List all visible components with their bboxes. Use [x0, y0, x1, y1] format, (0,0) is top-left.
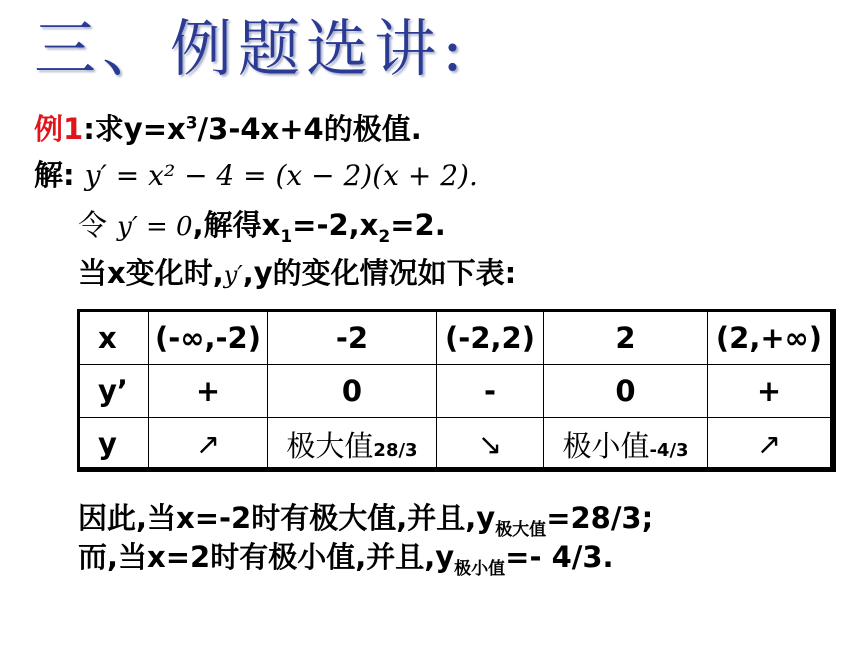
step1-equation: y′ = 0 [117, 212, 193, 242]
example-prefix: :求y=x [83, 112, 186, 146]
table-cell: 0 [268, 365, 437, 418]
step1-line [78, 209, 446, 247]
max-value: 28/3 [373, 439, 418, 461]
step1-sub2: 2 [378, 226, 391, 247]
step2-post: ,y的变化情况如下表: [242, 256, 517, 290]
solution-label: 解: [34, 158, 75, 192]
derivative-formula: y′ = x² − 4 = (x − 2)(x + 2). [84, 159, 478, 192]
step1-end: =2. [390, 208, 446, 242]
increasing-arrow-icon: ↗ [708, 418, 831, 471]
table-cell-min [544, 418, 708, 471]
conclusion1-post: =28/3; [546, 501, 654, 535]
table-row-y [80, 418, 831, 471]
step2-pre: 当x变化时, [78, 256, 224, 290]
example-label: 例1 [34, 112, 84, 146]
increasing-arrow-icon: ↗ [149, 418, 268, 471]
table-cell: + [708, 365, 831, 418]
conclusion1-sub: 极大值 [495, 519, 547, 540]
table-row-yprime [80, 365, 831, 418]
example-exponent: 3 [185, 113, 198, 134]
table-cell: x [80, 312, 149, 365]
variation-table [77, 309, 836, 472]
conclusion-line-2 [78, 541, 614, 579]
table-cell: + [149, 365, 268, 418]
decreasing-arrow-icon: ↘ [437, 418, 544, 471]
solution-line [34, 159, 478, 192]
table-cell: (-∞,-2) [149, 312, 268, 365]
conclusion-line-1 [78, 502, 653, 540]
example-suffix: /3-4x+4的极值. [197, 112, 422, 146]
step2-yprime: y′ [223, 261, 243, 289]
conclusion2-sub: 极小值 [454, 558, 506, 579]
example-line [34, 113, 422, 146]
table-cell: 0 [544, 365, 708, 418]
step2-line [78, 257, 516, 290]
conclusion2-post: =- 4/3. [505, 540, 614, 574]
table-cell-max [268, 418, 437, 471]
min-label: 极小值 [562, 428, 650, 463]
max-label: 极大值 [286, 428, 374, 463]
table-cell: y [80, 418, 149, 471]
table-row-x [80, 312, 831, 365]
table-cell: 2 [544, 312, 708, 365]
min-value: -4/3 [649, 439, 689, 461]
step1-mid: =-2,x [292, 208, 379, 242]
step1-rest: ,解得x [192, 208, 281, 242]
conclusion2-pre: 而,当x=2时有极小值,并且,y [78, 540, 455, 574]
conclusion1-pre: 因此,当x=-2时有极大值,并且,y [78, 501, 496, 535]
step1-sub1: 1 [280, 226, 293, 247]
slide-title: 三、例题选讲: [34, 12, 469, 85]
step1-ling: 令 [78, 208, 108, 242]
table-cell: (2,+∞) [708, 312, 831, 365]
table-cell: -2 [268, 312, 437, 365]
table-cell: - [437, 365, 544, 418]
table-cell: y’ [80, 365, 149, 418]
table-cell: (-2,2) [437, 312, 544, 365]
